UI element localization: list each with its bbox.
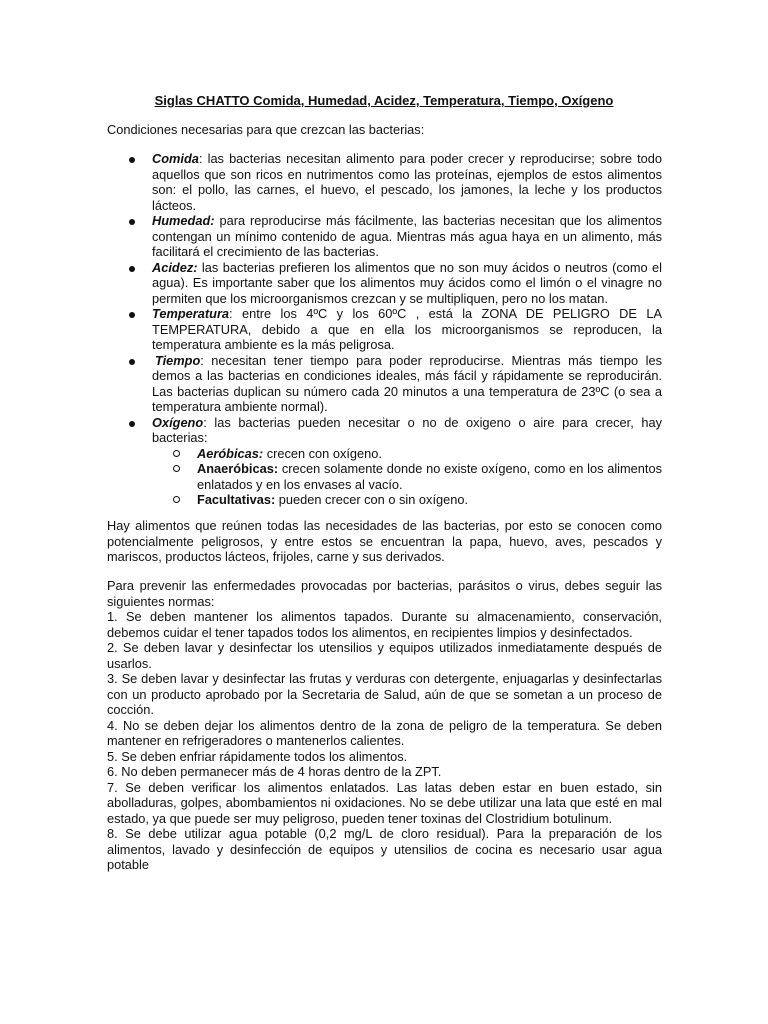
condition-acidez bbox=[107, 260, 662, 307]
oxygen-type-label: Anaeróbicas: bbox=[197, 461, 279, 476]
condition-label: Humedad: bbox=[152, 213, 215, 228]
rule-item: 1. Se deben mantener los alimentos tapados. Durante su almacenamiento, conservación, debemos cuidar el tener tapados todos los alimentos, en recipientes limpios y desinfectados. bbox=[107, 609, 662, 640]
condition-tiempo bbox=[107, 353, 662, 415]
rule-item: 7. Se deben verificar los alimentos enlatados. Las latas deben estar en buen estado, sin abolladuras, golpes, abombamientos ni oxidaciones. No se debe utilizar una lata que esté en mal estado, ya que puede ser muy peligroso, pueden tener toxinas del Clostridium botulinum. bbox=[107, 779, 662, 826]
condition-humedad bbox=[107, 213, 662, 260]
bullet-icon bbox=[129, 157, 135, 163]
condition-label: Comida bbox=[152, 151, 199, 166]
condition-label: Oxígeno bbox=[152, 414, 204, 430]
document-title: Siglas CHATTO Comida, Humedad, Acidez, Temperatura, Tiempo, Oxígeno bbox=[154, 93, 614, 108]
oxygen-type-text: crecen solamente donde no existe oxígeno, como en los alimentos enlatados y en los envases al vacío. bbox=[197, 461, 662, 492]
bullet-icon bbox=[129, 266, 135, 272]
condition-label: Tiempo bbox=[155, 352, 201, 368]
condition-text: : entre los 4ºC y los 60ºC , está la ZONA DE PELIGRO DE LA TEMPERATURA, debido a que en ella los microorganismos se reproducen, la temperatura ambiente es la más peligrosa. bbox=[152, 306, 662, 352]
condition-label: Acidez: bbox=[152, 259, 198, 275]
rule-item: 2. Se deben lavar y desinfectar los utensilios y equipos utilizados inmediatamente después de usarlos. bbox=[107, 640, 662, 671]
rule-item: 8. Se debe utilizar agua potable (0,2 mg/L de cloro residual). Para la preparación de los alimentos, lavado y desinfección de equipos y utensilios de cocina es necesario usar agua potable bbox=[107, 826, 662, 872]
sub-bullet-icon bbox=[173, 496, 180, 503]
sub-bullet-icon bbox=[173, 450, 180, 457]
condition-oxigeno bbox=[107, 415, 662, 508]
condition-text: : necesitan tener tiempo para poder reproducirse. Mientras más tiempo les demos a las bacterias en condiciones ideales, más fácil y rápidamente se reproducirán. Las bacterias duplican su número cada 20 minutos a una temperatura de 23ºC (o sea a temperatura ambiente normal). bbox=[152, 352, 662, 414]
condition-label: Temperatura bbox=[152, 306, 230, 321]
bullet-icon bbox=[129, 312, 135, 318]
oxygen-type-aerobicas bbox=[152, 446, 662, 462]
oxygen-type-facultativas bbox=[152, 492, 662, 508]
oxygen-type-text: pueden crecer con o sin oxígeno. bbox=[275, 492, 469, 507]
condition-text: : las bacterias pueden necesitar o no de oxigeno o aire para crecer, hay bacterias: bbox=[152, 414, 662, 445]
condition-text: para reproducirse más fácilmente, las bacterias necesitan que los alimentos contengan un mínimo contenido de agua. Mientras más agua haya en un alimento, más facilitará el crecimiento de las bacterias. bbox=[152, 213, 662, 259]
oxygen-type-text: crecen con oxígeno. bbox=[263, 445, 382, 461]
rule-item: 3. Se deben lavar y desinfectar las frutas y verduras con detergente, enjuagarlas y desinfectarlas con un producto aprobado por la Secretaria de Salud, aún de que se sometan a un proceso de cocción. bbox=[107, 671, 662, 717]
rule-item: 5. Se deben enfriar rápidamente todos los alimentos. bbox=[107, 748, 408, 764]
bullet-icon bbox=[129, 421, 135, 427]
condition-comida bbox=[107, 151, 662, 213]
rule-item: 6. No deben permanecer más de 4 horas dentro de la ZPT. bbox=[107, 764, 442, 779]
prevention-section bbox=[107, 578, 662, 873]
sub-bullet-icon bbox=[173, 465, 180, 472]
oxygen-type-anaerobicas bbox=[152, 461, 662, 492]
rule-item: 4. No se deben dejar los alimentos dentro de la zona de peligro de la temperatura. Se deben mantener en refrigeradores o mantenerlos calientes. bbox=[107, 717, 662, 748]
prevention-intro: Para prevenir las enfermedades provocadas por bacterias, parásitos o virus, debes seguir las siguientes normas: bbox=[107, 578, 662, 609]
condition-temperatura bbox=[107, 306, 662, 353]
conditions-list bbox=[107, 151, 662, 508]
condition-text: : las bacterias necesitan alimento para poder crecer y reproducirse; sobre todo aquellos que son ricos en nutrimentos como las proteínas, ejemplos de estos alimentos son: el pollo, las carnes, el huevo, el pescado, los jamones, la leche y los productos lácteos. bbox=[152, 151, 662, 213]
bullet-icon bbox=[129, 359, 135, 365]
bullet-icon bbox=[129, 219, 135, 225]
oxygen-types-list bbox=[152, 446, 662, 508]
intro-text: Condiciones necesarias para que crezcan las bacterias: bbox=[107, 122, 425, 137]
oxygen-type-label: Facultativas: bbox=[197, 492, 276, 507]
oxygen-type-label: Aeróbicas: bbox=[197, 445, 264, 461]
risky-foods-paragraph: Hay alimentos que reúnen todas las necesidades de las bacterias, por esto se conocen como potencialmente peligrosos, y entre estos se encuentran la papa, huevo, aves, pescados y mariscos, productos lácteos, frijoles, carne y sus derivados. bbox=[107, 518, 662, 564]
condition-text: las bacterias prefieren los alimentos que no son muy ácidos o neutros (como el agua). Es importante saber que los alimentos muy ácidos como el limón o el vinagre no permiten que los microorganismos crezcan y se multipliquen, pero no los matan. bbox=[152, 259, 662, 306]
